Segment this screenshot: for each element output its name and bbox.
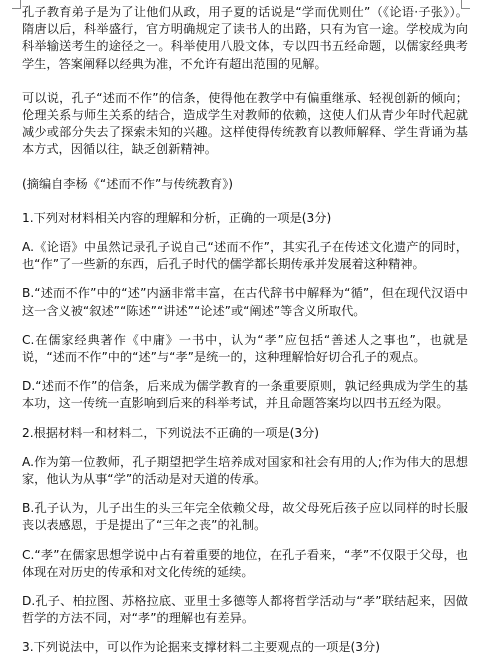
question-1-option-d: D.“述而不作”的信条，后来成为儒学教育的一条重要原则，孰记经典成为学生的基本功，这一传统一直影响到后来的科举考试，并且命题答案均以四书五经为限。 [22,379,468,411]
question-3-stem: 3.下列说法中，可以作为论据来支撑材料二主要观点的一项是(3分) [22,640,380,655]
question-2-option-a: A.作为第一位教师，孔子期望把学生培养成对国家和社会有用的人;作为伟大的思想家，他认为从事“学”的活动是对天道的传承。 [22,454,468,487]
question-2-option-d: D.孔子、柏拉图、苏格拉底、亚里士多德等人都将哲学活动与“孝”联结起来，因做哲学的方法不同，对“孝”的理解也有差异。 [22,594,468,626]
corner-mark-left [12,0,21,9]
question-2-option-b: B.孔子认为，儿子出生的头三年完全依赖父母，故父母死后孩子应以同样的时长服丧以表感恩，于是提出了“三年之丧”的礼制。 [22,501,468,533]
question-1-option-c: C.在儒家经典著作《中庸》一书中，认为“孝”应包括“善述人之事也”，也就是说，“述而不作”中的“述”与“孝”是统一的，这种理解恰好切合孔子的观点。 [22,332,468,365]
paragraph-intro: 孔子教育弟子是为了让他们从政，用子夏的话说是“学而优则仕”（《论语·子张》）。隋唐以后，科举盛行，官方明确规定了读书人的出路，只有为官一途。学校成为向科举输送考生的途径之一。科举使用八股文体，专以四书五经命题，以儒家经典考学生，答案阐释以经典为准，不允许有超出范围的见解。 [22,5,468,71]
source-citation: (摘编自李杨《“述而不作”与传统教育》) [22,176,234,191]
paragraph-conclusion: 可以说，孔子“述而不作”的信条，使得他在教学中有偏重继承、轻视创新的倾向；伦理关系与师生关系的结合，造成学生对教师的依赖，这使人们从青少年时代起就减少或部分失去了探索未知的兴趣。这样使得传统教育以教师解释、学生背诵为基本方式，因循以往，缺乏创新精神。 [22,90,468,157]
question-2-stem: 2.根据材料一和材料二，下列说法不正确的一项是(3分) [22,425,320,440]
question-2-option-c: C.“孝”在儒家思想学说中占有着重要的地位，在孔子看来，“孝”不仅限于父母，也体现在对历史的传承和对文化传统的延续。 [22,547,468,579]
question-1-option-a: A.《论语》中虽然记录孔子说自己“述而不作”，其实孔子在传述文化遗产的同时，也“作”了一些新的东西，后孔子时代的儒学都长期传承并发展着这种精神。 [22,240,468,272]
question-1-option-b: B.“述而不作”中的“述”内涵非常丰富，在古代辞书中解释为“循”，但在现代汉语中这一含义被“叙述”“陈述”“讲述”“论述”或“阐述”等含义所取代。 [22,286,468,318]
document-page [22,4,468,657]
question-1-stem: 1.下列对材料相关内容的理解和分析，正确的一项是(3分) [22,210,332,225]
